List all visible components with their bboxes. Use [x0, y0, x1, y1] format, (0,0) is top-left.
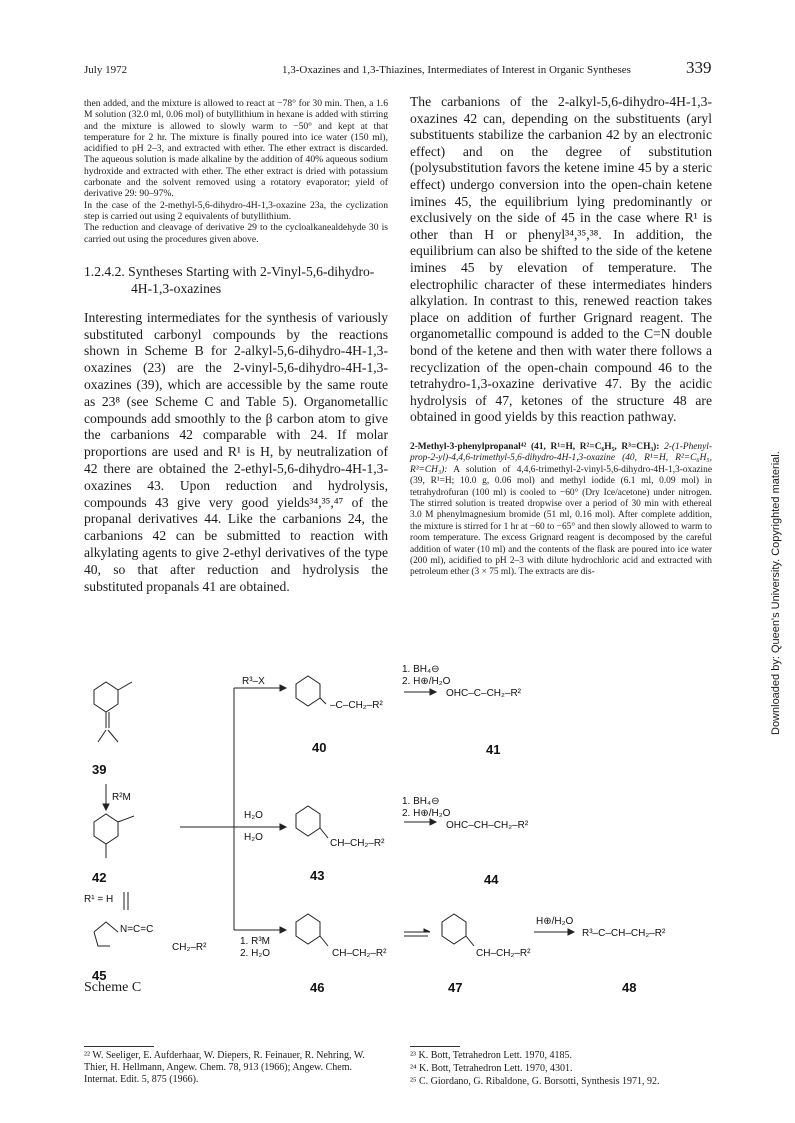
- footnotes-right: [410, 1050, 710, 1089]
- procedure-subtitle: 2-(1-Phenyl-prop-2-yl)-4,4,6-trimethyl-5,6-dihydro-4H-1,3-oxazine (40, R¹=H, R²=C₆H₅, R³=CH₃):: [410, 441, 713, 475]
- section-heading-line1: 1.2.4.2. Syntheses Starting with 2-Vinyl-5,6-dihydro-: [84, 263, 375, 279]
- side-chain-40: –C–CH₂–R²: [330, 700, 383, 711]
- structure-42: [94, 814, 134, 858]
- reagent-step: 1. R³M: [240, 936, 270, 947]
- product-44: OHC–CH–CH₂–R²: [446, 820, 529, 831]
- experimental-procedure: [410, 442, 712, 579]
- compound-label: 42: [92, 870, 107, 885]
- right-column: [410, 94, 712, 579]
- reagent-step: 1. BH₄⊖: [402, 796, 440, 807]
- scheme-caption: Scheme C: [84, 980, 142, 995]
- scheme-drawing: [84, 664, 704, 1020]
- reagent-step: 2. H₂O: [240, 948, 270, 959]
- structure-45: [94, 922, 118, 946]
- download-watermark-text: Downloaded by: Queen's University. Copyrighted material.: [770, 451, 782, 735]
- reagent-r2m: R²M: [112, 792, 131, 803]
- footnotes-left: [84, 1050, 384, 1087]
- reaction-scheme: [84, 664, 704, 1020]
- side-chain-43: CH–CH₂–R²: [330, 838, 385, 849]
- footnote-rule: [410, 1046, 460, 1047]
- compound-label: 40: [312, 740, 327, 755]
- ketene-group: N=C=C: [120, 924, 154, 935]
- section-heading: [84, 263, 388, 297]
- page-number: 339: [686, 58, 712, 77]
- procedure-paragraph: then added, and the mixture is allowed to react at −78° for 30 min. Then, a 1.6 M solution (32.0 ml, 0.06 mol) of butyllithium in hexane is added with stirring and the mixture is allowed to slowly warm to −50° and kept at that temperature for 2 hr. The mixture is finally poured into ice water (150 ml), acidified to pH 2–3, and extracted with ether. The ether extract is discarded. The aqueous solution is made alkaline by the addition of 40% aqueous sodium hydroxide and extracted with ether. The ether extract is dried with potassium carbonate and the solvent removed using a rotatory evaporator; yield of derivative 29: 90–97%.: [84, 98, 388, 200]
- footnote: ²² W. Seeliger, E. Aufderhaar, W. Diepers, R. Feinauer, R. Nehring, W. Thier, H. Hellmann, Angew. Chem. 78, 913 (1966); Angew. Chem. Internat. Edit. 5, 875 (1966).: [84, 1050, 365, 1085]
- structure-46: [296, 914, 328, 946]
- side-chain-47: CH–CH₂–R²: [476, 948, 531, 959]
- ketene-chain: CH₂–R²: [172, 942, 207, 953]
- compound-label: 46: [310, 980, 325, 995]
- compound-label: 39: [92, 762, 107, 777]
- structure-39: [94, 682, 132, 742]
- structure-47: [442, 914, 474, 946]
- left-column: [84, 98, 388, 595]
- procedure-title: 2-Methyl-3-phenylpropanal⁴² (41, R¹=H, R²=C₆H₅, R³=CH₃):: [410, 441, 660, 452]
- reagent-step: 1. BH₄⊖: [402, 664, 440, 675]
- compound-label: 43: [310, 868, 325, 883]
- reagent-r3x: R³–X: [242, 676, 265, 687]
- side-chain-46: CH–CH₂–R²: [332, 948, 387, 959]
- compound-label: 45: [92, 968, 107, 983]
- body-paragraph: The carbanions of the 2-alkyl-5,6-dihydro-4H-1,3-oxazines 42 can, depending on the substituents (aryl substituents stabilize the carbanion 42 by an electronic effect) and on the degree of substitution (polysubstitution favors the ketene imine 45 by a steric effect) undergo conversion into the open-chain ketene imines 45, the equilibrium lying predominantly or exclusively on the side of 45 in the case where R¹ is other than H or phenyl³⁴,³⁵,³⁸. In addition, the equilibrium can also be shifted to the side of the ketene imines 45 by elevation of temperature. The electrophilic character of these intermediates hinders alkylation. In contrast to this, renewed reaction takes place on addition of further Grignard reagent. The organometallic compound is added to the C=N double bond of the ketene and then with water there follows a recyclization of the open-chain compound 46 to the tetrahydro-1,3-oxazine derivative 47. By the acidic hydrolysis of 47, ketones of the structure 48 are obtained in good yields by this reaction pathway.: [410, 94, 712, 425]
- download-watermark: [770, 380, 788, 740]
- header-running-title: 1,3-Oxazines and 1,3-Thiazines, Intermediates of Interest in Organic Syntheses: [282, 64, 631, 76]
- product-48: R³–C–CH–CH₂–R²: [582, 928, 666, 939]
- reagent-step: 2. H⊕/H₂O: [402, 676, 451, 687]
- compound-label: 41: [486, 742, 501, 757]
- reagent-h2o: H₂O: [244, 832, 263, 843]
- reagent-h2o: H₂O: [244, 810, 263, 821]
- procedure-text: A solution of 4,4,6-trimethyl-2-vinyl-5,6-dihydro-4H-1,3-oxazine (39, R¹=H; 10.0 g, 0.06 mol) and methyl iodide (6.1 ml, 0.09 mol) in tetrahydrofuran (100 ml) is cooled to −60° (Dry Ice/acetone) under nitrogen. The stirred solution is treated dropwise over a period of 30 min with ethereal 3.0 M phenylmagnesium bromide (51 ml, 0.16 mol). After complete addition, the mixture is stirred for 1 hr at −60 to −65° and then slowly allowed to warm to room temperature. The excess Grignard reagent is decomposed by the careful addition of water (10 ml) and the contents of the flask are poured into ice water (200 ml), acidified to pH 2–3 with dilute hydrochloric acid and extracted with petroleum ether (3 × 75 ml). The extracts are dis-: [410, 464, 713, 578]
- compound-label: 44: [484, 872, 499, 887]
- footnote: ²³ K. Bott, Tetrahedron Lett. 1970, 4185.: [410, 1050, 573, 1061]
- structure-43: [296, 806, 328, 838]
- procedure-paragraph: The reduction and cleavage of derivative 29 to the cycloalkanealdehyde 30 is carried out using the procedures given above.: [84, 222, 388, 245]
- product-41: OHC–C–CH₂–R²: [446, 688, 522, 699]
- footnote: ²⁴ K. Bott, Tetrahedron Lett. 1970, 4301.: [410, 1063, 573, 1074]
- compound-label: 47: [448, 980, 463, 995]
- procedure-paragraph: In the case of the 2-methyl-5,6-dihydro-4H-1,3-oxazine 23a, the cyclization step is carried out using 2 equivalents of butyllithium.: [84, 199, 388, 222]
- section-heading-line2: 4H-1,3-oxazines: [131, 280, 222, 296]
- procedure-continuation: [84, 98, 388, 245]
- compound-label: 48: [622, 980, 637, 995]
- reagent-step: 2. H⊕/H₂O: [402, 808, 451, 819]
- header-date: July 1972: [84, 64, 128, 76]
- reagent-step: H⊕/H₂O: [536, 916, 574, 927]
- structure-40: [296, 676, 326, 706]
- body-paragraph: Interesting intermediates for the synthesis of variously substituted carbonyl compounds by the reactions shown in Scheme B for 2-alkyl-5,6-dihydro-4H-1,3-oxazines (23) are the 2-vinyl-5,6-dihydro-4H-1,3-oxazines (39), which are accessible by the same route as 23⁸ (see Scheme C and Table 5). Organometallic compounds add smoothly to the β carbon atom to give the carbanions 42 comparable with 24. If molar proportions are used and R¹ is H, by neutralization of 42 there are obtained the 2-ethyl-5,6-dihydro-4H-1,3-oxazines 43. Upon reduction and hydrolysis, compounds 43 give very good yields³⁴,³⁵,⁴⁷ of the propanal derivatives 44. Like the carbanions 24, the carbanions 42 can be submitted to reaction with alkylating agents to give 2-ethyl derivatives of the type 40, so that after reduction and hydrolysis the substituted propanals 41 are obtained.: [84, 309, 388, 594]
- footnote: ²⁵ C. Giordano, G. Ribaldone, G. Borsotti, Synthesis 1971, 92.: [410, 1076, 660, 1087]
- footnote-rule: [84, 1046, 154, 1047]
- condition-r1-h: R¹ = H: [84, 894, 114, 905]
